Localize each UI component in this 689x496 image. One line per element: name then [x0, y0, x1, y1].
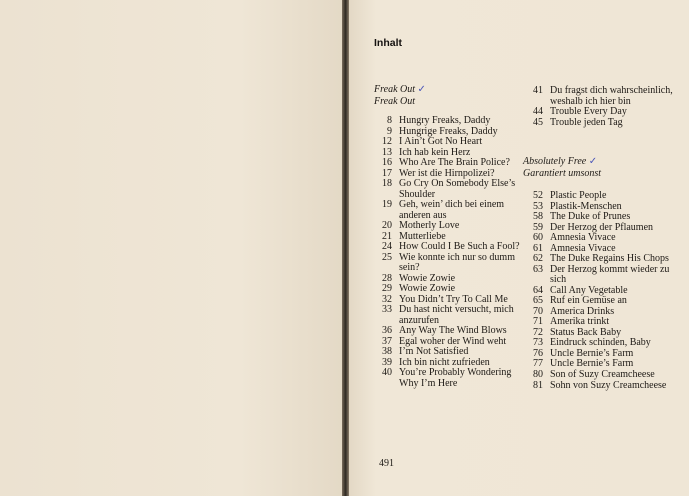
toc-entry — [368, 221, 527, 232]
checkmark-icon: ✓ — [417, 84, 426, 95]
entry-page: 29 — [382, 283, 392, 294]
entry-title: Du hast nicht versucht, mich anzurufen — [399, 304, 514, 326]
entry-page: 41 — [533, 85, 543, 96]
entry-title: America Drinks — [550, 305, 615, 317]
entry-title: Egal woher der Wind weht — [399, 335, 507, 347]
toc-entry — [519, 296, 678, 307]
entry-page: 76 — [533, 347, 543, 359]
entry-page: 25 — [382, 251, 392, 263]
toc-entry — [519, 265, 678, 286]
entry-title: The Duke of Prunes — [550, 211, 631, 222]
entry-title: Uncle Bernie’s Farm — [550, 358, 634, 369]
toc-column-right-bottom — [519, 191, 678, 392]
entry-page: 62 — [533, 253, 543, 264]
entry-title: Hungry Freaks, Daddy — [399, 115, 491, 126]
entry-title: You’re Probably Wondering Why I’m Here — [399, 367, 512, 389]
toc-entry — [519, 338, 678, 349]
entry-title: Trouble Every Day — [550, 106, 627, 117]
album-subtitle: Freak Out — [374, 96, 416, 107]
entry-title: Son of Suzy Creamcheese — [550, 368, 655, 380]
entry-title: Amerika trinkt — [550, 316, 610, 327]
entry-title: Ich hab kein Herz — [399, 146, 471, 158]
entry-page: 80 — [533, 368, 543, 380]
entry-page: 39 — [382, 356, 392, 368]
album-absolutely-free-header — [523, 156, 601, 180]
toc-entry — [519, 107, 678, 118]
toc-entry — [368, 242, 527, 253]
toc-entry — [368, 253, 527, 274]
book-gutter — [342, 0, 349, 496]
entry-title: Who Are The Brain Police? — [399, 157, 510, 168]
entry-title: Go Cry On Somebody Else’s Shoulder — [399, 178, 516, 200]
toc-entry — [368, 179, 527, 200]
entry-title: You Didn’t Try To Call Me — [399, 293, 508, 305]
right-page — [349, 0, 689, 496]
entry-title: Ruf ein Gemüse an — [550, 295, 627, 306]
entry-title: Wowie Zowie — [399, 272, 456, 284]
entry-page: 44 — [533, 106, 543, 117]
entry-page: 38 — [382, 346, 392, 357]
entry-page: 52 — [533, 190, 543, 201]
entry-title: Der Herzog kommt wieder zu sich — [550, 263, 670, 285]
entry-page: 21 — [382, 230, 392, 242]
entry-page: 17 — [382, 167, 392, 179]
entry-page: 37 — [382, 335, 392, 347]
toc-entry — [368, 137, 527, 148]
entry-page: 53 — [533, 200, 543, 212]
entry-page: 8 — [387, 115, 392, 126]
album-freak-out-header — [374, 84, 426, 108]
entry-page: 12 — [382, 136, 392, 147]
entry-page: 45 — [533, 116, 543, 128]
toc-entry — [519, 359, 678, 370]
toc-column-left — [368, 116, 527, 389]
entry-title: Any Way The Wind Blows — [399, 325, 507, 336]
entry-title: Trouble jeden Tag — [550, 116, 623, 128]
entry-page: 59 — [533, 221, 543, 233]
toc-entry — [368, 200, 527, 221]
entry-page: 58 — [533, 211, 543, 222]
entry-title: Amnesia Vivace — [550, 232, 616, 243]
entry-title: How Could I Be Such a Fool? — [399, 241, 520, 252]
toc-entry — [368, 284, 527, 295]
entry-title: Motherly Love — [399, 220, 460, 231]
entry-title: Wowie Zowie — [399, 283, 456, 294]
entry-title: Der Herzog der Pflaumen — [550, 221, 654, 233]
entry-page: 16 — [382, 157, 392, 168]
page-number: 491 — [379, 458, 394, 469]
checkmark-icon: ✓ — [588, 156, 598, 167]
entry-page: 65 — [533, 295, 543, 306]
album-title: Freak Out — [374, 84, 416, 95]
entry-title: Du fragst dich wahrscheinlich, weshalb ich hier bin — [550, 85, 673, 107]
entry-title: Amnesia Vivace — [550, 242, 616, 254]
entry-page: 77 — [533, 358, 543, 369]
entry-title: The Duke Regains His Chops — [550, 253, 669, 264]
entry-page: 19 — [382, 199, 392, 210]
entry-page: 73 — [533, 337, 543, 348]
entry-page: 18 — [382, 178, 392, 189]
entry-page: 64 — [533, 284, 543, 296]
toc-entry — [368, 116, 527, 127]
toc-entry — [368, 326, 527, 337]
entry-page: 63 — [533, 263, 543, 275]
entry-title: Wer ist die Hirnpolizei? — [399, 167, 495, 179]
toc-entry — [519, 381, 678, 392]
entry-page: 70 — [533, 305, 543, 317]
entry-title: Call Any Vegetable — [550, 284, 628, 296]
toc-entry — [368, 158, 527, 169]
entry-page: 9 — [387, 125, 392, 137]
entry-title: Eindruck schinden, Baby — [550, 337, 651, 348]
entry-page: 36 — [382, 325, 392, 336]
entry-title: Geh, wein’ dich bei einem anderen aus — [399, 199, 505, 221]
toc-entry — [368, 347, 527, 358]
toc-entry — [519, 118, 678, 129]
toc-column-right-top — [519, 86, 678, 128]
entry-page: 20 — [382, 220, 392, 231]
entry-title: Mutterliebe — [399, 230, 446, 242]
entry-title: Hungrige Freaks, Daddy — [399, 125, 498, 137]
album-subtitle: Garantiert umsonst — [523, 168, 602, 179]
entry-page: 61 — [533, 242, 543, 254]
page-heading: Inhalt — [374, 37, 402, 49]
entry-page: 40 — [382, 367, 392, 378]
toc-entry — [368, 305, 527, 326]
entry-title: Plastic People — [550, 190, 607, 201]
entry-title: I Ain’t Got No Heart — [399, 136, 483, 147]
toc-entry — [519, 254, 678, 265]
toc-entry — [519, 317, 678, 328]
entry-title: Status Back Baby — [550, 326, 622, 338]
entry-page: 71 — [533, 316, 543, 327]
entry-page: 72 — [533, 326, 543, 338]
entry-page: 32 — [382, 293, 392, 305]
entry-title: Plastik-Menschen — [550, 200, 622, 212]
entry-title: Ich bin nicht zufrieden — [399, 356, 490, 368]
toc-entry — [519, 233, 678, 244]
entry-title: Sohn von Suzy Creamcheese — [550, 380, 667, 391]
entry-page: 33 — [382, 304, 392, 315]
toc-entry — [519, 370, 678, 381]
album-title: Absolutely Free — [523, 156, 587, 167]
left-page-blank — [0, 0, 342, 496]
entry-title: Uncle Bernie’s Farm — [550, 347, 634, 359]
entry-page: 24 — [382, 241, 392, 252]
entry-title: I’m Not Satisfied — [399, 346, 469, 357]
entry-page: 60 — [533, 232, 543, 243]
entry-title: Wie konnte ich nur so dumm sein? — [399, 251, 515, 273]
toc-entry — [519, 191, 678, 202]
toc-entry — [519, 86, 678, 107]
entry-page: 81 — [533, 380, 543, 391]
toc-entry — [519, 212, 678, 223]
toc-entry — [368, 368, 527, 389]
entry-page: 13 — [382, 146, 392, 158]
entry-page: 28 — [382, 272, 392, 284]
